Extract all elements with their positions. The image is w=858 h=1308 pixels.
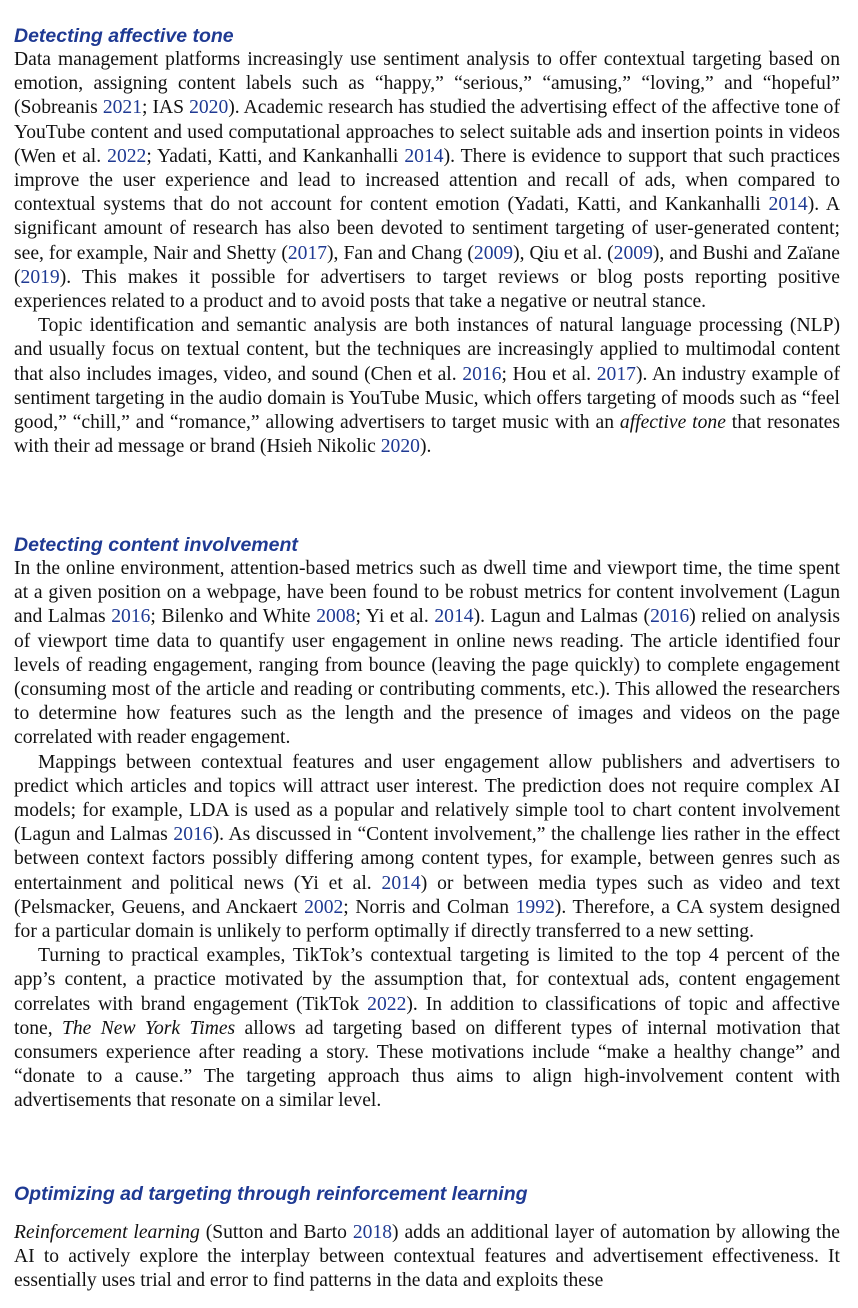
paragraph [14,314,840,459]
text-run: ), Qiu et al. ( [513,242,614,264]
text-run: ). [419,436,432,458]
italic-text: The New York Times [61,1017,236,1039]
text-run: ) relied on analysis of viewport time data to quantify user engagement in online news reading. The article identified four levels of reading engagement, ranging from bounce (leaving the page quickly) to complete engagement (consuming most of the article and reading or contributing comments, etc.). This allowed the researchers to determine how features such as the length and the presence of images and videos on the page correlated with reader engagement. [14,606,840,749]
text-run: ; Yi et al. [355,606,435,628]
citation-link[interactable]: 2016 [111,606,151,628]
text-run: allows ad targeting based on different types of internal motivation that consumers experience after reading a story. These motivations include “make a healthy change” and “donate to a cause.” The targeting approach thus aims to align high-involvement content with advertisements that resonate on a similar level. [14,1017,840,1112]
text-run: ). An industry example of sentiment targeting in the audio domain is YouTube Music, which offers targeting of moods such as “feel good,” “chill,” and “romance,” allowing advertisers to target music with an [14,363,840,434]
citation-link[interactable]: 2014 [381,872,421,894]
citation-link[interactable]: 2022 [107,145,147,167]
text-run: ; Hou et al. [501,363,597,385]
text-run: Mappings between contextual features and user engagement allow publishers and advertisers to predict which articles and topics will attract user interest. The prediction does not require complex AI models; for example, LDA is used as a popular and relatively simple tool to chart content involvement (Lagun and Lalmas [14,751,840,846]
text-run: ), Fan and Chang ( [327,242,474,264]
citation-link[interactable]: 2016 [650,606,690,628]
text-run: ) adds an additional layer of automation by allowing the AI to actively explore the interplay between contextual features and advertisement effectiveness. It essentially uses trial and error to find patterns in the data and exploits these [14,1222,840,1292]
text-run: In the online environment, attention-based metrics such as dwell time and viewport time, the time spent at a given position on a webpage, have been found to be robust metrics for content involvement (Lagun and Lalmas [14,558,840,628]
text-run: ; IAS [142,97,190,119]
text-run: ; Yadati, Katti, and Kankanhalli [146,145,405,167]
italic-text: affective tone [619,412,726,434]
citation-link[interactable]: 2009 [473,242,514,264]
section-body-reinforcement-learning [14,1221,840,1294]
citation-link[interactable]: 2008 [316,606,356,628]
section-body-content-involvement [14,557,840,1114]
text-run: ). Academic research has studied the advertising effect of the affective tone of YouTube content and used computational approaches to select suitable ads and insertion points in videos (Wen et al. [14,97,840,167]
paragraph [14,751,840,945]
citation-link[interactable]: 2018 [352,1222,393,1243]
paragraph [14,48,840,314]
citation-link[interactable]: 2020 [189,97,229,119]
text-run: ), and Bushi and Zaïane ( [14,242,840,288]
text-run: that resonates with their ad message or brand (Hsieh Nikolic [14,412,840,458]
citation-link[interactable]: 2002 [304,896,344,918]
paragraph [14,1221,840,1294]
text-run: ). As discussed in “Content involvement,” the challenge lies rather in the effect between context factors possibly differing among content types, for example, between genres such as entertainment and political news (Yi et al. [14,824,840,894]
text-run: Topic identification and semantic analysis are both instances of natural language processing (NLP) and usually focus on textual content, but the techniques are increasingly applied to multimodal content that also includes images, video, and sound (Chen et al. [14,315,840,385]
citation-link[interactable]: 2017 [287,242,328,264]
section-heading-content-involvement: Detecting content involvement [14,534,298,556]
citation-link[interactable]: 2014 [768,194,808,216]
paragraph [14,944,840,1113]
paragraph [14,557,840,751]
text-run: ). Therefore, a CA system designed for a particular domain is unlikely to perform optimally if directly transferred to a new setting. [14,896,840,943]
text-run: ). There is evidence to support that such practices improve the user experience and lead to increased attention and recall of ads, when compared to contextual systems that do not account for content emotion (Yadati, Katti, and Kankanhalli [14,145,840,216]
section-heading-reinforcement-learning: Optimizing ad targeting through reinforcement learning [14,1183,528,1205]
citation-link[interactable]: 2016 [173,824,213,846]
citation-link[interactable]: 2014 [404,145,444,167]
text-run: (Sutton and Barto [199,1222,353,1243]
citation-link[interactable]: 2017 [596,363,636,385]
text-run: Data management platforms increasingly use sentiment analysis to offer contextual targeting based on emotion, assigning content labels such as “happy,” “serious,” “amusing,” “loving,” and “hopeful” (Sobreanis [14,49,840,119]
section-body-affective-tone [14,48,840,459]
text-run: ). In addition to classifications of topic and affective tone, [14,993,840,1039]
text-run: ). This makes it possible for advertisers to target reviews or blog posts reporting positive experiences related to a product and to avoid posts that take a negative or neutral stance. [14,266,840,313]
text-run: Turning to practical examples, TikTok’s contextual targeting is limited to the top 4 percent of the app’s content, a practice motivated by the assumption that, for contextual ads, content engagement correlates with brand engagement (TikTok [14,945,840,1015]
citation-link[interactable]: 2022 [367,993,407,1015]
citation-link[interactable]: 2016 [462,363,502,385]
text-run: ). A significant amount of research has also been devoted to sentiment targeting of user-generated content; see, for example, Nair and Shetty ( [14,194,841,264]
text-run: ). Lagun and Lalmas ( [473,606,651,628]
text-run: ) or between media types such as video and text (Pelsmacker, Geuens, and Anckaert [14,872,840,918]
citation-link[interactable]: 1992 [515,896,555,918]
citation-link[interactable]: 2009 [613,242,653,264]
citation-link[interactable]: 2021 [102,97,143,119]
citation-link[interactable]: 2019 [20,266,60,288]
citation-link[interactable]: 2020 [380,436,420,458]
text-run: ; Bilenko and White [150,606,317,628]
text-run: ; Norris and Colman [343,896,516,918]
citation-link[interactable]: 2014 [434,606,474,628]
section-heading-affective-tone: Detecting affective tone [14,25,234,47]
italic-text: Reinforcement learning [14,1222,200,1243]
